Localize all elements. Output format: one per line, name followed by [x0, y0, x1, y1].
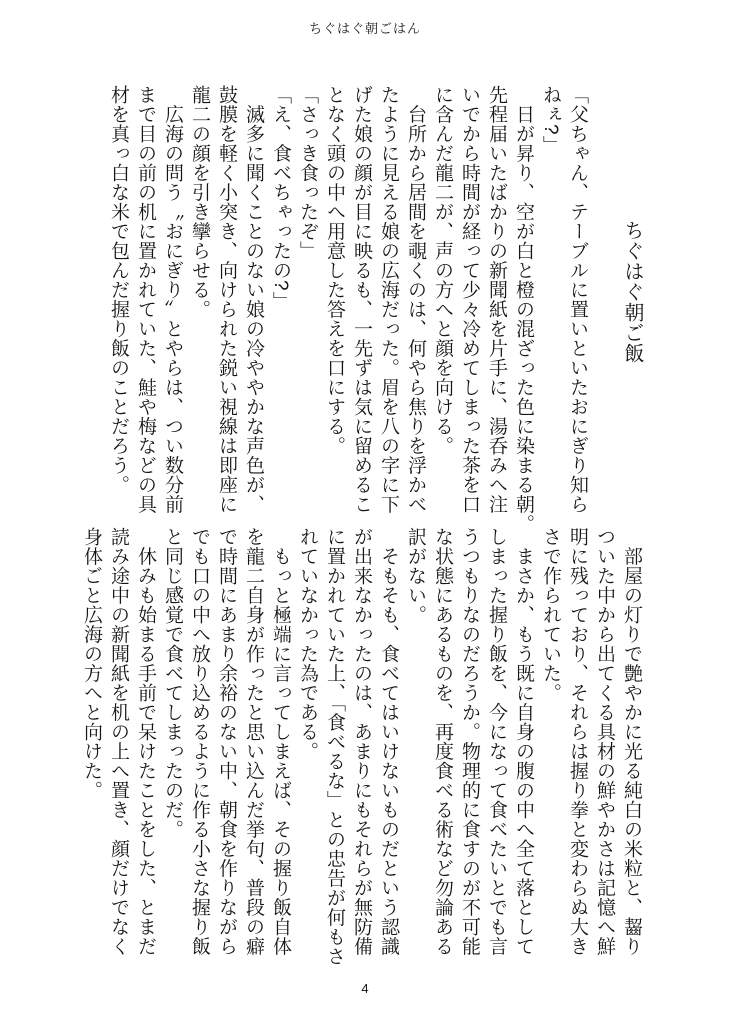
text-line: 広海の問う〝おにぎり〟とやらは、つい数分前	[162, 85, 183, 514]
text-line: 材を真っ白な米で包んだ握り飯のことだろう。	[108, 85, 129, 495]
text-line: となく頭の中へ用意した答えを口にする。	[324, 85, 345, 456]
text-line: 鼓膜を軽く小突き、向けられた鋭い視線は即座に	[216, 85, 237, 514]
text-line: 「さっき食ったぞ」	[297, 85, 318, 261]
text-line: さで作られていた。	[540, 527, 561, 703]
text-line: でも口の中へ放り込めるように作る小さな握り飯	[189, 527, 210, 956]
text-line: 台所から居間を覗くのは、何やら焦りを浮かべ	[405, 85, 426, 514]
page-number: 4	[361, 981, 369, 996]
text-line: 休みも始まる手前で呆けたことをした、とまだ	[135, 527, 156, 956]
text-section-top	[105, 85, 645, 537]
text-line: たように見える娘の広海だった。眉を八の字に下	[378, 85, 399, 514]
text-line: に置かれていた上、「食べるな」との忠告が何もさ	[324, 527, 345, 966]
text-line: 「父ちゃん、テーブルに置いといたおにぎり知ら	[567, 85, 588, 514]
text-section-bottom	[78, 527, 645, 979]
text-line: 明に残っており、それらは握り拳と変わらぬ大き	[567, 527, 588, 956]
text-line: 龍二の顔を引き攣らせる。	[189, 85, 210, 319]
text-line: れていなかった為である。	[297, 527, 318, 761]
text-line: まさか、もう既に自身の腹の中へ全て落として	[513, 527, 534, 956]
text-line: 読み途中の新聞紙を机の上へ置き、顔だけでなく	[108, 527, 129, 956]
text-line: 身体ごと広海の方へと向けた。	[81, 527, 102, 800]
text-line: まで目の前の机に置かれていた、鮭や梅などの具	[135, 85, 156, 514]
text-line: と同じ感覚で食べてしまったのだ。	[162, 527, 183, 839]
running-header: ちぐはぐ朝ごはん	[308, 21, 421, 36]
text-line: 「え、食べちゃったの?」	[270, 85, 291, 311]
text-line: が出来なかったのは、あまりにもそれらが無防備	[351, 527, 372, 956]
text-line: な状態にあるものを、再度食べる術など勿論ある	[432, 527, 453, 956]
text-line: うつもりなのだろうか。物理的に食すのが不可能	[459, 527, 480, 956]
text-line: 部屋の灯りで艶やかに光る純白の米粒と、齧り	[621, 527, 642, 956]
text-line: そもそも、食べてはいけないものだという認識	[378, 527, 399, 956]
text-line: で時間にあまり余裕のない中、朝食を作りながら	[216, 527, 237, 956]
text-line: げた娘の顔が目に映るも、一先ずは気に留めるこ	[351, 85, 372, 514]
text-line: 滅多に聞くことのない娘の冷ややかな声色が、	[243, 85, 264, 514]
text-line: 日が昇り、空が白と橙の混ざった色に染まる朝。	[513, 85, 534, 534]
text-line: ついた中から出てくる具材の鮮やかさは記憶へ鮮	[594, 527, 615, 956]
text-line: しまった握り飯を、今になって食べたいとでも言	[486, 527, 507, 956]
text-line: 訳がない。	[405, 527, 426, 625]
text-line: ねぇ?」	[540, 85, 561, 155]
text-line: もっと極端に言ってしまえば、その握り飯自体	[270, 527, 291, 956]
text-line: 先程届いたばかりの新聞紙を片手に、湯呑みへ注	[486, 85, 507, 514]
story-title: ちぐはぐ朝ご飯	[621, 220, 643, 364]
text-line: いでから時間が経って少々冷めてしまった茶を口	[459, 85, 480, 514]
text-line: に含んだ龍二が、声の方へと顔を向ける。	[432, 85, 453, 456]
text-line: を龍二自身が作ったと思い込んだ挙句、普段の癖	[243, 527, 264, 956]
